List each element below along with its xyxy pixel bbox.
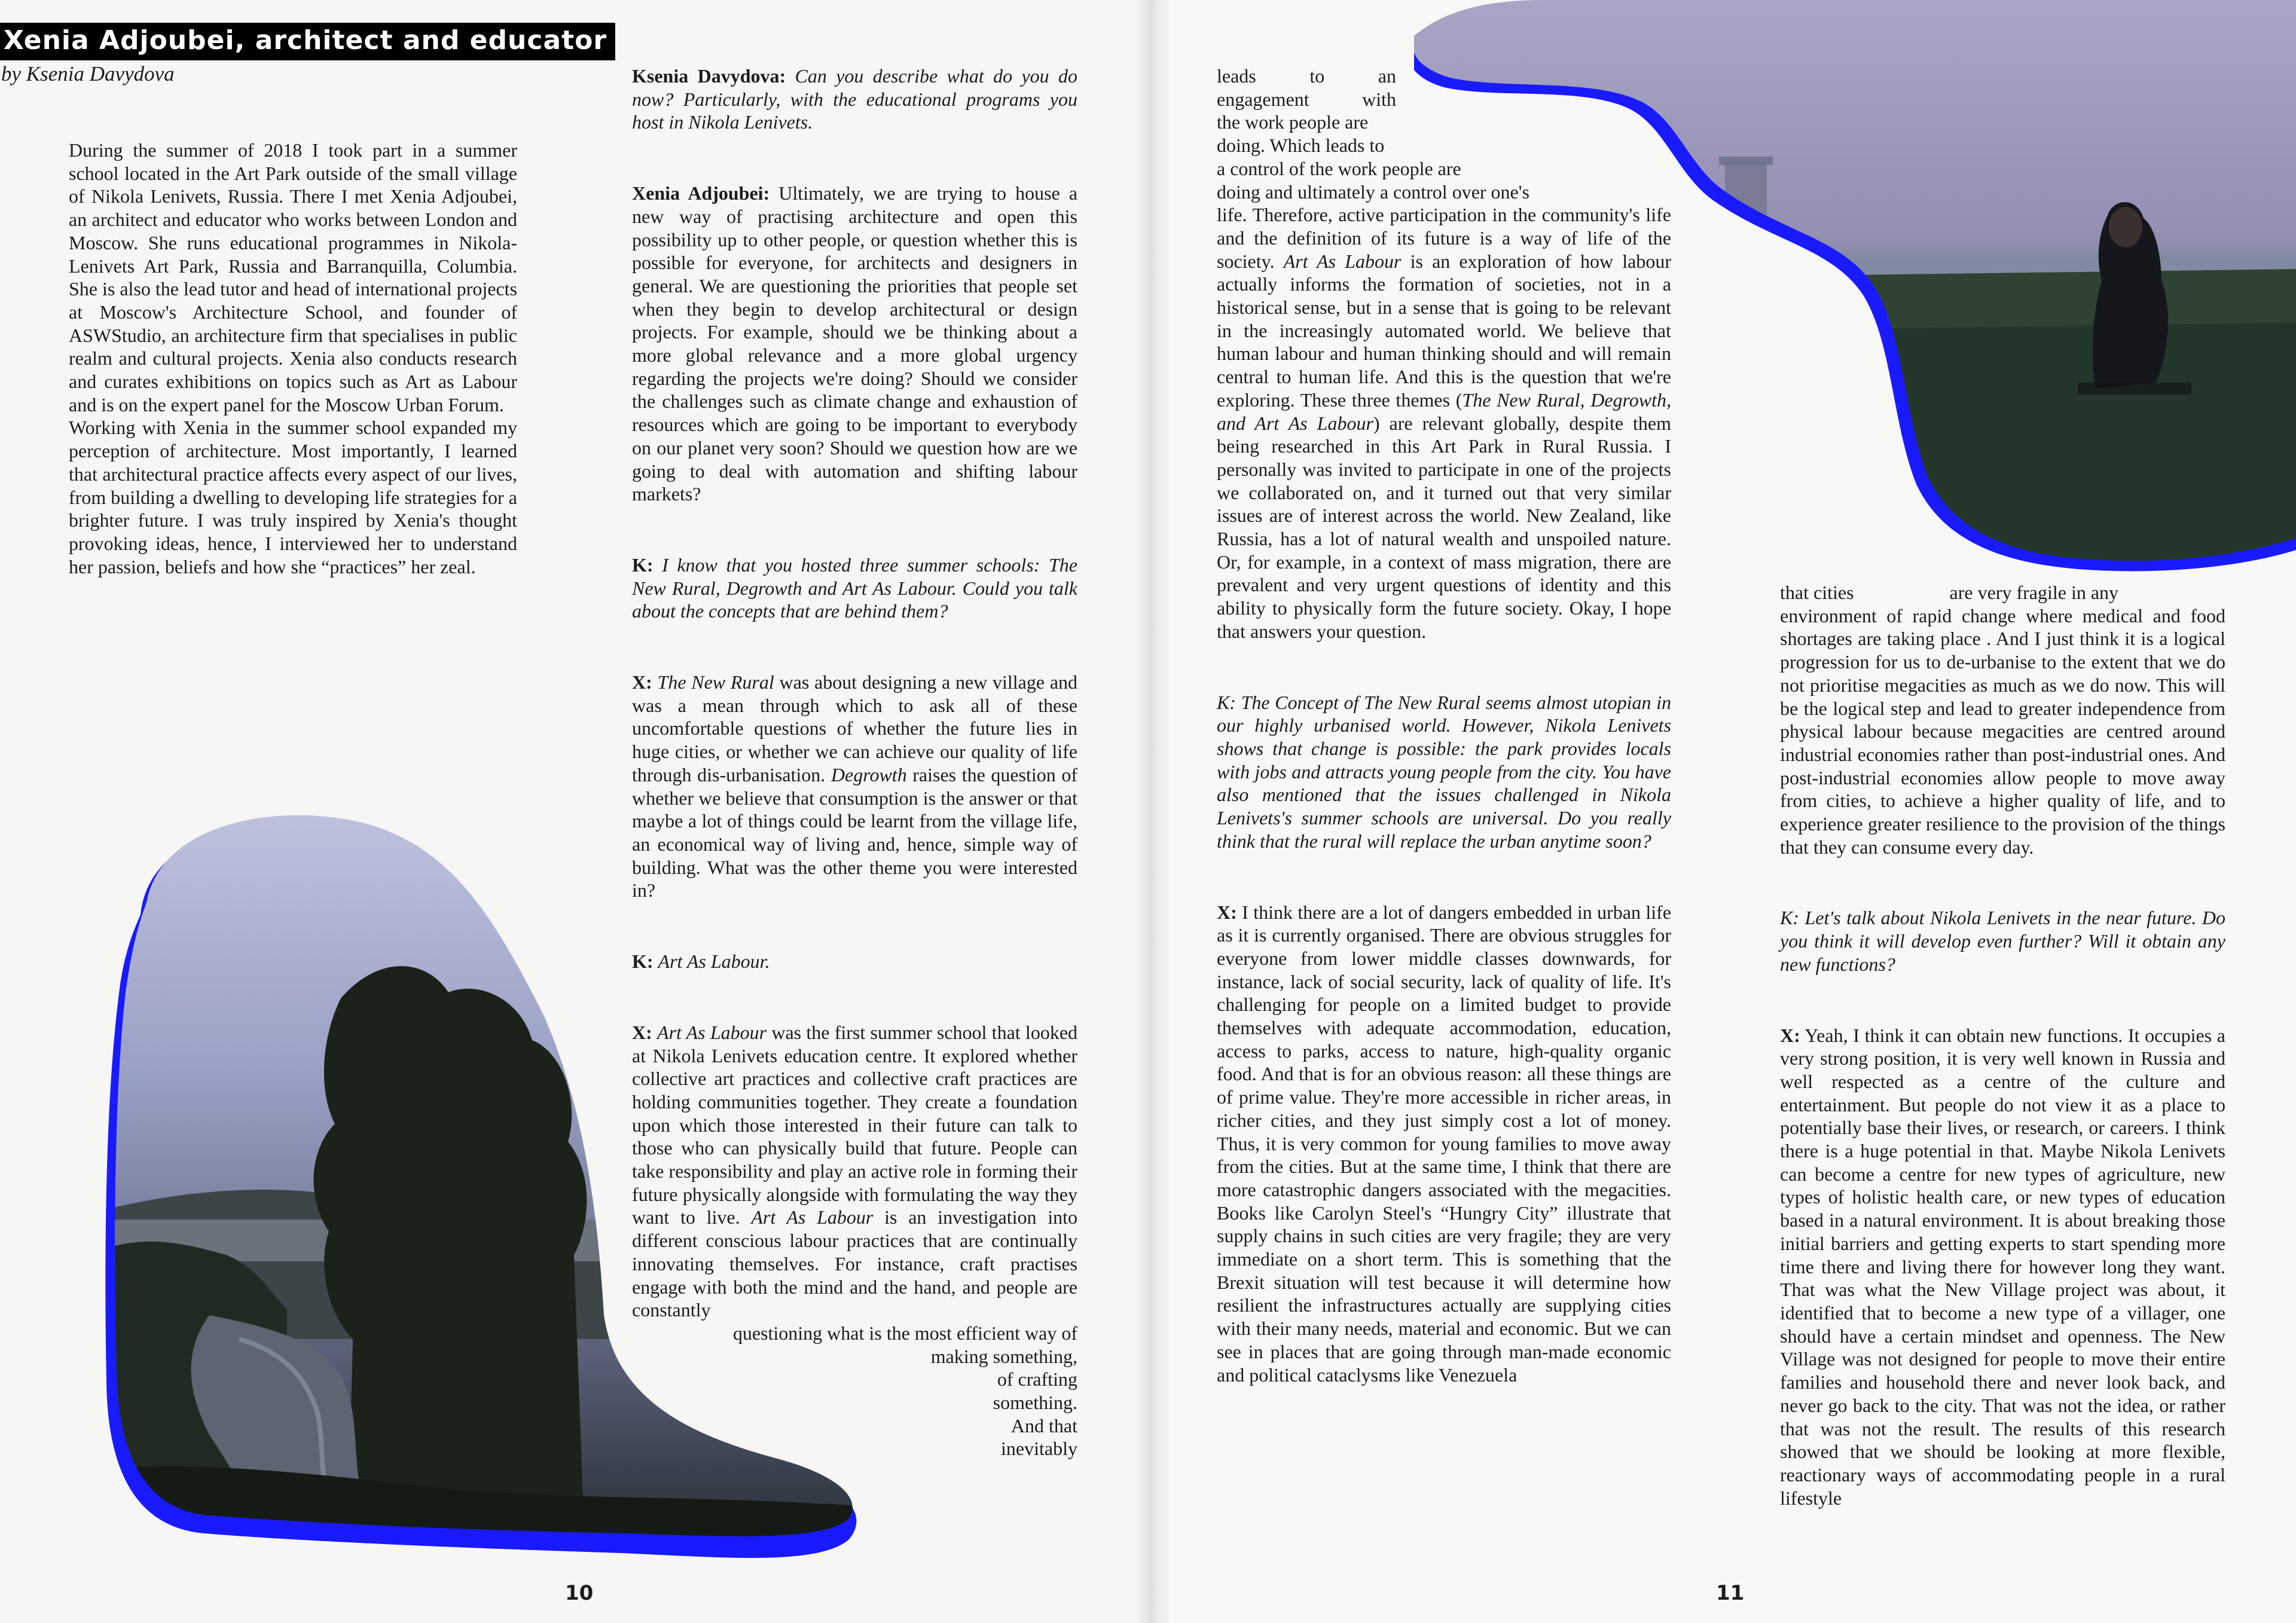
question-1: [632, 65, 1077, 134]
emphasis-text: The New Rural: [657, 671, 774, 693]
answer-text: ) are relevant globally, despite them being researched in this Art Park in Rural Russia. I personally was invited to participate in one of the projects we collaborated on, and it turned out that very similar issues are of interest across the world. New Zealand, like Russia, has a lot of natural wealth and unspoiled nature. Or, for example, in a context of mass migration, there are prevalent and very urgent questions of identity and this ability to physically form the future society. Okay, I hope that answers your question.: [1217, 412, 1672, 642]
intro-column: [69, 139, 517, 578]
paragraph-gap: [632, 902, 1077, 950]
article-byline: by Ksenia Davydova: [1, 62, 175, 85]
answer-1: [632, 182, 1077, 506]
head-line: the work people are: [1217, 111, 1369, 133]
speaker-label: X:: [1217, 901, 1237, 923]
emphasis-text: Degrowth: [831, 763, 907, 785]
tail-line: making something,: [930, 1345, 1077, 1367]
paragraph-gap: [1217, 643, 1671, 691]
answer-text: was the first summer school that looked at Nikola Lenivets education centre. It explored whether collective art practices and collective craft practices are holding communities together. They create a foundation upon which those interested in their future can talk to those who can physically build that future. People can take responsibility and play an active role in forming their future physically alongside with formulating the way they want to live.: [632, 1021, 1078, 1228]
speaker-label: K:: [632, 950, 654, 973]
spine-shadow: [1136, 0, 1172, 1623]
interview-column-2: [632, 65, 1077, 1460]
answer-3: [632, 1021, 1077, 1322]
question-text: Let's talk about Nikola Lenivets in the near future. Do you think it will develop even further? Will it obtain any new functions?: [1780, 907, 2226, 975]
paragraph-gap: [632, 134, 1077, 182]
question-text: Art As Labour.: [658, 950, 770, 973]
answer-2: [632, 671, 1077, 902]
speaker-label: Ksenia Davydova:: [632, 65, 786, 87]
answer-3-continued: [1217, 203, 1671, 643]
interview-column-3: [1217, 65, 1671, 1386]
intro-paragraph-1: During the summer of 2018 I took part in a summer school located in the Art Park outside of the small village of Nikola Lenivets, Russia. There I met Xenia Adjoubei, an architect and educator who works between London and Moscow. She runs educational programmes in Nikola-Lenivets Art Park, Russia and Barranquilla, Columbia. She is also the lead tutor and head of international projects at Moscow's Architecture School, and founder of ASWStudio, an architecture firm that specialises in public realm and cultural projects. Xenia also conducts research and curates exhibitions on topics such as Art as Labour and is on the expert panel for the Moscow Urban Forum.: [69, 139, 517, 415]
answer-4: [1217, 901, 1671, 1387]
question-5: [1780, 906, 2225, 976]
speaker-label: K:: [632, 554, 654, 576]
answer-text: raises the question of whether we believe that consumption is the answer or that maybe a lot of things could be learnt from the village life, an economical way of living and, hence, simple way of building. What was the other theme you were interested in?: [632, 763, 1078, 901]
answer-4-continued: environment of rapid change where medical and food shortages are taking place . And I just think it is a logical progression for us to de-urbanise to the extent that we do not prioritise megacities as much as we do now. This will be the logical step and lead to greater independence from physical labour because megacities are centred around industrial economies rather than post-industrial ones. And post-industrial economies allow people to move away from cities, to achieve a higher quality of life, and to experience greater resilience to the provision of the things that they can consume every day.: [1780, 604, 2225, 858]
interview-column-4: [1780, 581, 2225, 1509]
question-text: Can you describe what do you do now? Particularly, with the educational programs you host in Nikola Lenivets.: [632, 65, 1078, 133]
answer-text: is an investigation into different conscious labour practices that are continually innovating themselves. For instance, craft practises engage with both the mind and the hand, and people are constantly: [632, 1206, 1078, 1321]
answer-text: Ultimately, we are trying to house a new way of practising architecture and open this possibility up to other people, or question whether this is possible for everyone, for architects and designers in general. We are questioning the priorities that people set when they begin to develop architectural or design projects. For example, should we be thinking about a more global relevance and a more global urgency regarding the projects we're doing? Should we consider the challenges such as climate change and exhaustion of resources which are going to be important to everybody on our planet very soon? Should we question how are we going to deal with automation and shifting labour markets?: [632, 182, 1078, 505]
question-text: I know that you hosted three summer schools: The New Rural, Degrowth and Art As Labour. Could you talk about the concepts that are behind them?: [632, 554, 1078, 622]
answer-text: is an exploration of how labour actually informs the formation of societies, not in a historical sense, but in a sense that is going to be relevant in the increasingly automated world. We believe that human labour and human thinking should and will remain central to human life. And this is the question that we're exploring. These three themes (: [1217, 250, 1672, 411]
tail-line: And that: [1010, 1414, 1077, 1436]
tail-line: something.: [993, 1392, 1077, 1414]
tail-line: questioning what is the most efficient way of: [732, 1322, 1077, 1344]
answer-5: [1780, 1024, 2225, 1510]
tail-line: inevitably: [1001, 1438, 1077, 1460]
answer-3-tail: [632, 1322, 1077, 1460]
head-line: leads to an: [1217, 65, 1396, 87]
emphasis-text: Art As Labour: [1283, 250, 1402, 272]
question-4: [1217, 691, 1671, 853]
question-text: The Concept of The New Rural seems almost utopian in our highly urbanised world. However, Nikola Lenivets shows that change is possible: the park provides locals with jobs and attracts young people from the city. You have also mentioned that the issues challenged in Nikola Lenivets's summer schools are universal. Do you really think that the rural will replace the urban anytime soon?: [1217, 691, 1671, 852]
speaker-label: Xenia Adjoubei:: [632, 182, 770, 204]
speaker-label: X:: [632, 671, 652, 693]
emphasis-text: Art As Labour: [751, 1206, 874, 1228]
speaker-label: K:: [1780, 907, 1799, 929]
paragraph-gap: [1217, 853, 1671, 901]
head-line: doing. Which leads to: [1217, 135, 1385, 157]
intro-paragraph-2: Working with Xenia in the summer school expanded my perception of architecture. Most importantly, I learned that architectural practice affects every aspect of our lives, from building a dwelling to developing life strategies for a brighter future. I was truly inspired by Xenia's thought provoking ideas, hence, I interviewed her to understand her passion, beliefs and how she “practices” her zeal.: [69, 417, 517, 577]
answer-text: Yeah, I think it can obtain new functions. It occupies a very strong position, it is very well known in Russia and well respected as a centre of the culture and entertainment. But people do not view it as a place to potentially base their lives, or research, or careers. I think there is a huge potential in that. Maybe Nikola Lenivets can become a centre for new types of agriculture, new types of holistic health care, or new types of education based in a natural environment. It is about breaking those initial barriers and getting experts to start spending more time there and living there for however long they want. That was what the New Village project was about, it identified that to become a new type of a villager, one should have a certain mindset and openness. The New Village was not designed for people to move their entire families and household there and never look back, and never go back to the city. That was not the idea, or rather that was not the result. The results of this research showed that we should be looking at more flexible, reactionary ways of accommodating people in a rural lifestyle: [1780, 1024, 2225, 1509]
paragraph-gap: [632, 623, 1077, 671]
page-number-left: 10: [565, 1581, 594, 1605]
speaker-label: K:: [1217, 691, 1236, 713]
paragraph-gap: [632, 973, 1077, 1021]
tail-line: of crafting: [997, 1368, 1077, 1390]
column-3-head: [1217, 65, 1581, 203]
emphasis-text: Art As Labour: [657, 1021, 767, 1043]
paragraph-gap: [1780, 976, 2225, 1024]
head-line: doing and ultimately a control over one's: [1217, 181, 1529, 203]
speaker-label: X:: [1780, 1024, 1800, 1046]
head-line: a control of the work people are: [1217, 157, 1461, 179]
article-title: Xenia Adjoubei, architect and educator: [0, 23, 615, 60]
page-number-right: 11: [1716, 1581, 1745, 1605]
question-3: [632, 950, 1077, 973]
paragraph-gap: [632, 506, 1077, 554]
right-page: [1151, 0, 2296, 1623]
speaker-label: X:: [632, 1021, 652, 1043]
answer-text: life. Therefore, active participation in the community's life and the definition of its future is a way of life of the society.: [1217, 204, 1671, 272]
head-line: engagement with: [1217, 88, 1396, 110]
emphasis-text: The New Rural, Degrowth, and Art As Labour: [1217, 389, 1672, 434]
question-2: [632, 554, 1077, 623]
answer-text: I think there are a lot of dangers embedded in urban life as it is currently organised. There are obvious struggles for everyone from lower middle classes downwards, for instance, lack of social security, lack of quality of life. It's challenging for people on a limited budget to provide themselves with adequate accommodation, education, access to parks, access to nature, high-quality organic food. And that is for an obvious reason: all these things are of prime value. They're more accessible in richer areas, in richer cities, and they just simply cost a lot of money. Thus, it is very common for young families to move away from the cities. But at the same time, I think that there are more catastrophic dangers associated with the megacities. Books like Carolyn Steel's “Hungry City” illustrate that supply chains in such cities are very fragile; they are very immediate on a short term. This is something that the Brexit situation will test because it will determine how resilient the infrastructures actually are supplying cities with their many needs, material and economic. But we can see in places that are going through man-made economic and political cataclysms like Venezuela: [1217, 901, 1672, 1386]
paragraph-gap: [1780, 858, 2225, 906]
answer-text: was about designing a new village and was a mean through which to ask all of these uncomfortable questions of whether the future lies in huge cities, or whether we can achieve our quality of life through dis-urbanisation.: [632, 671, 1078, 785]
answer-4-continued-first-line: that cities are very fragile in any: [1780, 582, 2119, 603]
